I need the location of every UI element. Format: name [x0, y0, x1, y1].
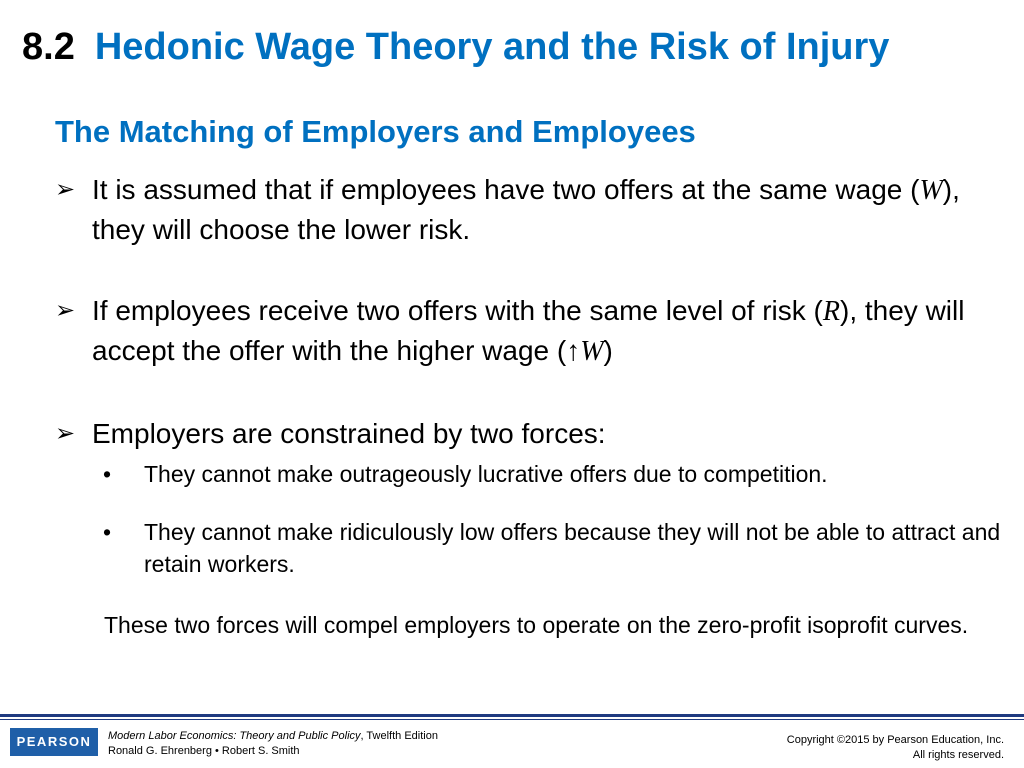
edition: , Twelfth Edition	[360, 730, 438, 742]
arrow-bullet-icon: ➢	[55, 176, 76, 203]
bullet-3: ➢ Employers are constrained by two forces:	[55, 414, 1005, 453]
dot-bullet-icon: •	[103, 461, 112, 487]
arrow-bullet-icon: ➢	[55, 420, 76, 447]
sub-bullet-2: • They cannot make ridiculously low offers because they will not be able to attract and retain workers.	[103, 516, 1003, 580]
copyright-text: Copyright ©2015 by Pearson Education, Inc.	[786, 734, 1004, 746]
pearson-logo: PEARSON	[10, 728, 98, 756]
title-text: Hedonic Wage Theory and the Risk of Injury	[94, 26, 890, 68]
footer-rule-thin	[0, 719, 1024, 720]
rights-text: All rights reserved.	[912, 749, 1004, 761]
dot-bullet-icon: •	[103, 519, 112, 545]
bullet-1: ➢ It is assumed that if employees have two offers at the same wage (W), they will choose the lower risk.	[55, 170, 1005, 249]
authors: Ronald G. Ehrenberg • Robert S. Smith	[108, 745, 300, 757]
slide-subtitle: The Matching of Employers and Employees	[55, 114, 696, 149]
bullet-2: ➢ If employees receive two offers with the same level of risk (R), they will accept the offer with the higher wage (↑W)	[55, 291, 1005, 371]
closing-paragraph: These two forces will compel employers to operate on the zero-profit isoprofit curves.	[104, 612, 969, 638]
arrow-bullet-icon: ➢	[55, 297, 76, 324]
slide-title	[22, 22, 1012, 72]
sub-bullet-1: • They cannot make outrageously lucrative offers due to competition.	[103, 458, 1003, 490]
footer-citation	[108, 729, 438, 759]
footer-copyright	[787, 733, 1004, 763]
section-number: 8.2	[22, 26, 75, 68]
book-title: Modern Labor Economics: Theory and Public Policy	[108, 730, 361, 742]
footer-rule	[0, 714, 1024, 717]
